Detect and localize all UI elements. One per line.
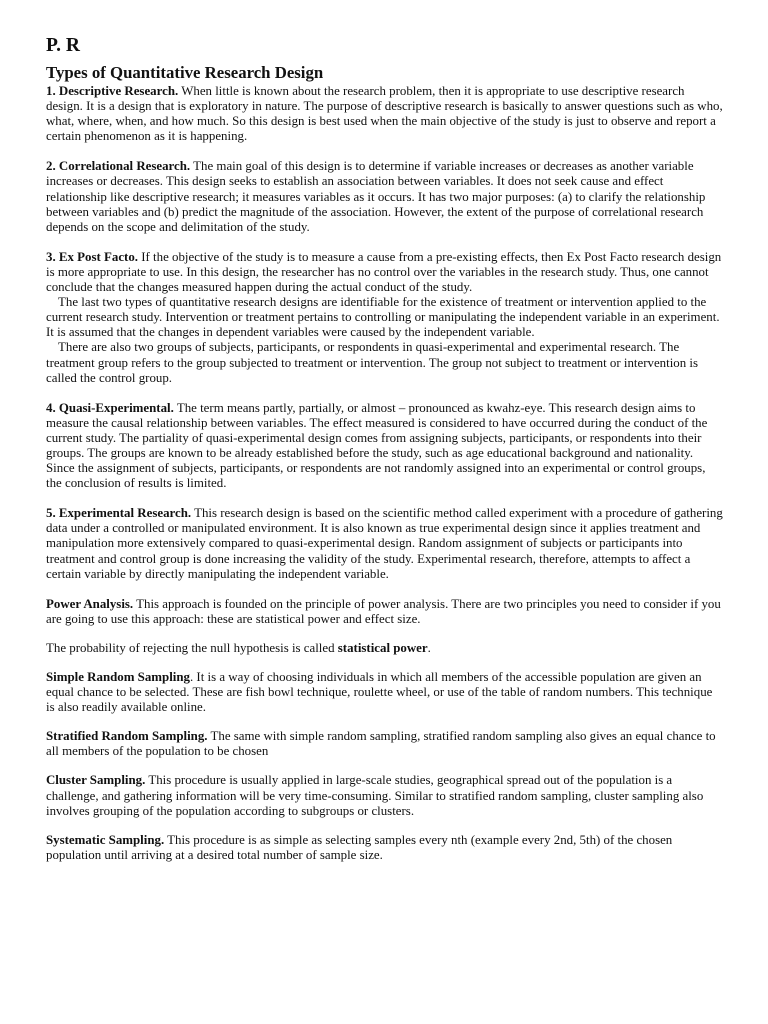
document-title: Types of Quantitative Research Design [46, 63, 324, 82]
paragraph-power-analysis [46, 597, 724, 627]
text-experimental-research: This research design is based on the scientific method called experiment with a procedure of gathering data under a controlled or manipulated environment. It is also known as true experimental design since it applies treatment and manipulation more extensively compared to quasi-experimental design. Random assignment of subjects or participants into treatment and control group is done increasing the validity of the study. Experimental research, therefore, attempts to affect a certain variable by directly manipulating the independent variable. [46, 506, 723, 581]
text-ex-post-facto: If the objective of the study is to measure a cause from a pre-existing effects, then Ex Post Facto research design is more appropriate to use. In this design, the researcher has no control over the variables in the research study. Thus, one cannot conclude that the changes measured happen during the actual conduct of the study. [46, 249, 722, 295]
text-systematic-sampling: This procedure is as simple as selecting samples every nth (example every 2nd, 5th) of the chosen population until arriving at a desired total number of sample size. [46, 832, 673, 862]
term-quasi-experimental: 4. Quasi-Experimental. [46, 400, 174, 415]
document-header: P. R [46, 35, 80, 56]
paragraph-systematic-sampling [46, 833, 724, 863]
term-correlational-research: 2. Correlational Research. [46, 159, 191, 174]
term-experimental-research: 5. Experimental Research. [46, 506, 192, 521]
paragraph-stratified-random-sampling [46, 729, 724, 759]
paragraph-treatment-intro: The last two types of quantitative research designs are identifiable for the existence of treatment or intervention applied to the current research study. Intervention or treatment pertains to controlling or manipulating the independent variable in an experiment. It is assumed that the changes in dependent variables were caused by the independent variable. [46, 295, 720, 340]
paragraph-cluster-sampling [46, 773, 724, 818]
text-stratified-random-sampling: The same with simple random sampling, stratified random sampling also gives an equal chance to all members of the population to be chosen [46, 729, 716, 759]
text-power-analysis: This approach is founded on the principle of power analysis. There are two principles you need to consider if you are going to use this approach: these are statistical power and effect size. [46, 596, 721, 626]
term-ex-post-facto: 3. Ex Post Facto. [46, 249, 139, 264]
term-stratified-random-sampling: Stratified Random Sampling. [46, 729, 208, 744]
paragraph-ex-post-facto [46, 250, 724, 295]
term-systematic-sampling: Systematic Sampling. [46, 832, 165, 847]
paragraph-simple-random-sampling [46, 670, 724, 715]
paragraph-groups-intro: There are also two groups of subjects, participants, or respondents in quasi-experimental and experimental research. The treatment group refers to the group subjected to treatment or intervention. The group not subject to treatment or intervention is called the control group. [46, 340, 698, 385]
text-statistical-power-after: . [427, 640, 431, 655]
text-simple-random-sampling: . It is a way of choosing individuals in which all members of the accessible population are given an equal chance to be selected. These are fish bowl technique, roulette wheel, or use of the table of random numbers. This technique is also readily available online. [46, 670, 713, 715]
text-quasi-experimental: The term means partly, partially, or almost – pronounced as kwahz-eye. This research design aims to measure the causal relationship between variables. The effect measured is considered to have occurred during the conduct of the current study. The partiality of quasi-experimental design comes from assigning subjects, participants, or respondents into their groups. The groups are known to be already established before the study, such as age educational background and nationality. Since the assignment of subjects, participants, or respondents are not randomly assigned into an experimental or control groups, the conclusion of results is limited. [46, 400, 708, 491]
paragraph-correlational-research [46, 159, 724, 234]
term-cluster-sampling: Cluster Sampling. [46, 773, 146, 788]
term-power-analysis: Power Analysis. [46, 596, 134, 611]
paragraph-statistical-power [46, 641, 724, 656]
term-descriptive-research: 1. Descriptive Research. [46, 84, 179, 98]
paragraph-quasi-experimental [46, 401, 724, 492]
text-cluster-sampling: This procedure is usually applied in large-scale studies, geographical spread out of the population is a challenge, and gathering information will be very time-consuming. Similar to stratified random sampling, cluster sampling also involves grouping of the population according to subgroups or clusters. [46, 773, 704, 818]
term-statistical-power: statistical power [337, 640, 428, 655]
term-simple-random-sampling: Simple Random Sampling [46, 670, 190, 684]
text-correlational-research: The main goal of this design is to determine if variable increases or decreases as another variable increases or decreases. This design seeks to establish an association between variables. It does not seek cause and effect relationship like descriptive research; it measures variables as it occurs. It has two major purposes: (a) to clarify the relationship between variables and (b) predict the magnitude of the association. However, the extent of the purpose of correlational research depends on the scope and delimitation of the study. [46, 159, 706, 234]
paragraph-experimental-research [46, 506, 724, 581]
text-statistical-power-before: The probability of rejecting the null hypothesis is called [46, 640, 338, 655]
paragraph-descriptive-research [46, 84, 724, 144]
text-descriptive-research: When little is known about the research problem, then it is appropriate to use descriptive research design. It is a design that is exploratory in nature. The purpose of descriptive research is basically to answer questions such as who, what, where, when, and how much. So this design is best used when the main objective of the study is just to observe and report a certain phenomenon as it is happening. [46, 84, 723, 144]
